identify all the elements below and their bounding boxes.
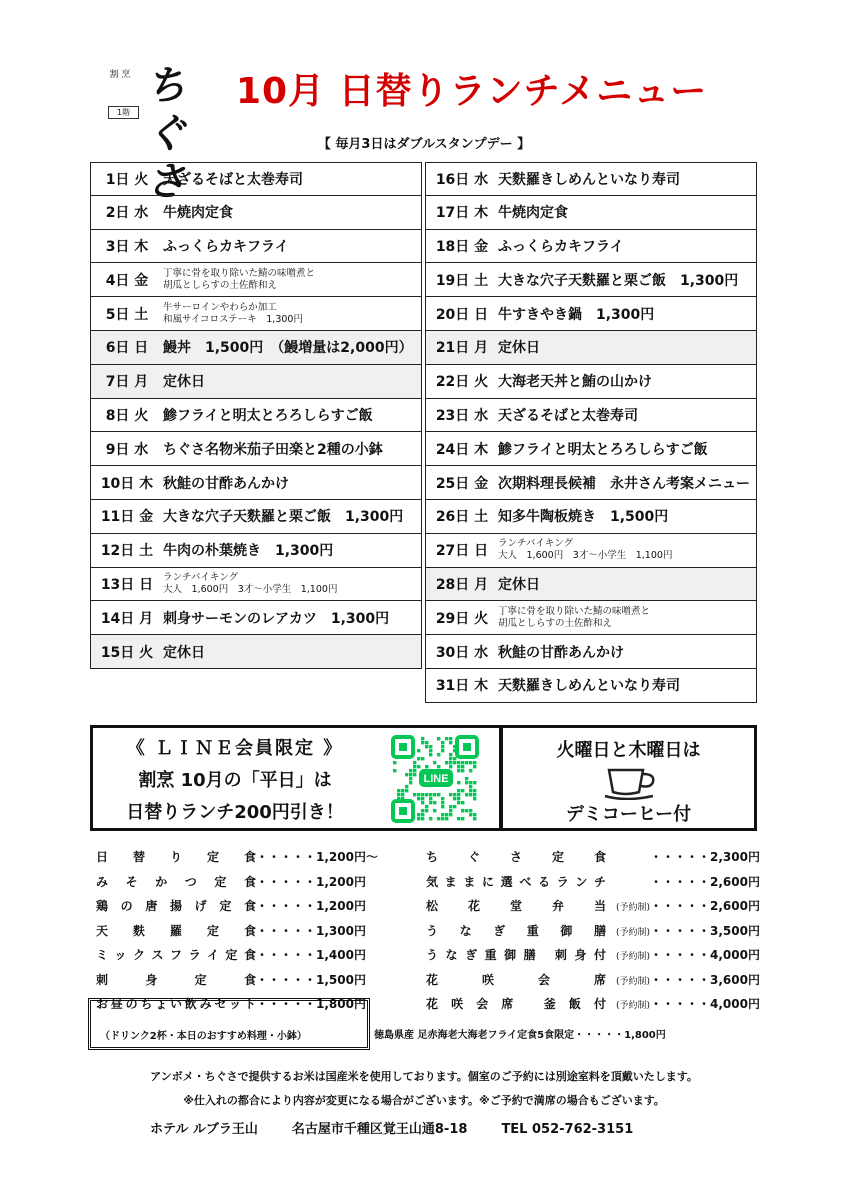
calendar-row	[425, 635, 757, 669]
calendar-right-column	[425, 162, 757, 703]
lunch-dish: ふっくらカキフライ	[163, 238, 289, 255]
closed-day-label: 定休日	[163, 644, 205, 661]
price-item-name: うなぎ重御膳 刺身付	[426, 948, 606, 962]
calendar-row	[90, 500, 422, 534]
lunch-dish: ランチバイキング 大人 1,600円 3才～小学生 1,100円	[163, 571, 338, 595]
lunch-dish: 大きな穴子天麩羅と栗ご飯 1,300円	[163, 509, 404, 526]
price-item-name: うなぎ重御膳	[426, 923, 606, 938]
lunch-dish: ランチバイキング 大人 1,600円 3才～小学生 1,100円	[498, 538, 673, 562]
calendar-row	[425, 230, 757, 264]
closed-day-label: 定休日	[498, 340, 540, 357]
hotel-address: 名古屋市千種区覚王山通8-18	[291, 1122, 468, 1137]
lunch-dish: 天麩羅きしめんといなり寿司	[498, 678, 680, 695]
price-item-name: 刺身定食	[96, 972, 256, 987]
price-item-name: 気ままに選べるランチ	[426, 874, 606, 889]
price-item-name: 松花堂弁当	[426, 899, 606, 913]
line-qr-code-icon[interactable]	[389, 733, 481, 825]
price-item-name: お昼のちょい飲みセット	[96, 997, 256, 1011]
calendar-date: 19日 土	[435, 272, 489, 289]
price-item	[426, 897, 760, 915]
calendar-row	[90, 230, 422, 264]
calendar-date: 18日 金	[435, 238, 489, 255]
calendar-row	[425, 466, 757, 500]
lunch-dish: ちぐさ名物米茄子田楽と2種の小鉢	[163, 441, 383, 458]
qr-line-label: LINE	[423, 773, 449, 785]
calendar-row	[90, 196, 422, 230]
lunch-dish: 大きな穴子天麩羅と栗ご飯 1,300円	[498, 272, 739, 289]
calendar-row	[90, 466, 422, 500]
price-item	[96, 897, 366, 915]
calendar-date: 2日 水	[105, 205, 149, 222]
logo-floor-tag: 1階	[108, 106, 139, 119]
calendar-date: 16日 水	[435, 171, 489, 188]
calendar-date: 3日 木	[105, 238, 149, 255]
price-item-name: ちぐさ定食	[426, 850, 606, 864]
lunch-dish: ふっくらカキフライ	[498, 238, 624, 255]
lunch-dish: 鯵フライと明太とろろしらすご飯	[163, 407, 373, 424]
price-item-price: ・・・・・3,500円	[650, 923, 760, 938]
lunch-dish: 丁寧に骨を取り除いた鯖の味噌煮と 胡瓜としらすの土佐酢和え	[498, 605, 651, 629]
lunch-dish: 次期料理長候補 永井さん考案メニュー	[498, 475, 750, 492]
calendar-row	[90, 263, 422, 297]
price-item-name: 鶏の唐揚げ定食	[96, 899, 256, 913]
price-item-name: みそかつ定食	[96, 874, 256, 889]
lunch-dish: 刺身サーモンのレアカツ 1,300円	[163, 610, 390, 627]
reservation-required-label: (予約制)	[615, 1001, 650, 1011]
coffee-promo-days: 火曜日と木曜日は	[556, 740, 701, 761]
calendar-row	[425, 263, 757, 297]
reservation-required-label: (予約制)	[615, 903, 650, 913]
line-promo-discount: 日替りランチ200円引き！	[126, 802, 344, 823]
footer-rice-note: アンボメ・ちぐさで提供するお米は国産米を使用しております。個室のご予約には別途室料を頂戴いたします。	[150, 1070, 698, 1083]
logo-script: ちぐさ	[146, 62, 186, 205]
calendar-row	[425, 500, 757, 534]
closed-day-label: 定休日	[498, 576, 540, 593]
calendar-date: 13日 日	[100, 576, 154, 593]
price-item	[96, 946, 366, 964]
lunch-dish: 天ざるそばと太巻寿司	[498, 407, 638, 424]
calendar-row	[90, 331, 422, 365]
reservation-required-label: (予約制)	[615, 952, 650, 962]
price-item-price: ・・・・・2,600円	[650, 874, 760, 889]
footer-change-note: ※仕入れの都合により内容が変更になる場合がございます。※ご予約で満席の場合もございます。	[183, 1094, 665, 1107]
price-item-price: ・・・・・1,300円	[256, 923, 366, 938]
page-title: 10月 日替りランチメニュー	[236, 71, 708, 112]
price-item-price: ・・・・・1,200円～	[256, 850, 378, 864]
lunch-dish: 天麩羅きしめんといなり寿司	[498, 171, 680, 188]
calendar-row	[425, 162, 757, 196]
chooi-nomi-note: （ドリンク2杯・本日のおすすめ料理・小鉢）	[100, 1031, 307, 1042]
price-item-price: ・・・・・1,400円	[256, 948, 366, 962]
hotel-name: ホテル ルブラ王山	[150, 1122, 258, 1137]
lunch-dish: 知多牛陶板焼き 1,500円	[498, 509, 669, 526]
price-item	[96, 922, 366, 940]
calendar-row	[90, 162, 422, 196]
coffee-promo-text: デミコーヒー付	[565, 804, 692, 825]
calendar-row	[90, 601, 422, 635]
calendar-row	[425, 568, 757, 602]
calendar-date: 11日 金	[100, 509, 154, 526]
calendar-row	[90, 399, 422, 433]
calendar-date: 26日 土	[435, 509, 489, 526]
lunch-dish: 牛焼肉定食	[163, 205, 233, 222]
calendar-date: 6日 日	[105, 340, 149, 357]
calendar-row	[90, 297, 422, 331]
price-item-name: 日替り定食	[96, 850, 256, 864]
price-item-price: ・・・・・2,600円	[650, 899, 760, 913]
lunch-dish: 大海老天丼と鮪の山かけ	[498, 374, 652, 391]
price-item-price: ・・・・・4,000円	[650, 997, 760, 1011]
calendar-row	[90, 568, 422, 602]
price-item	[96, 848, 378, 866]
lunch-dish: 牛すきやき鍋 1,300円	[498, 306, 655, 323]
calendar-date: 20日 日	[435, 306, 489, 323]
calendar-row	[90, 365, 422, 399]
calendar-date: 25日 金	[435, 475, 489, 492]
lunch-dish: 秋鮭の甘酢あんかけ	[163, 475, 289, 492]
tokushima-ebi-special: 徳島県産 足赤海老大海老フライ定食5食限定・・・・・1,800円	[374, 1030, 666, 1041]
price-item-name: 花咲会席 釜飯付	[426, 997, 606, 1011]
calendar-date: 5日 土	[105, 306, 149, 323]
price-item	[426, 873, 760, 891]
calendar-row	[425, 297, 757, 331]
lunch-dish: 秋鮭の甘酢あんかけ	[498, 644, 624, 661]
price-item-price: ・・・・・3,600円	[650, 972, 760, 987]
calendar-date: 9日 水	[105, 441, 149, 458]
logo-small-text: 割 烹	[109, 70, 131, 80]
reservation-required-label: (予約制)	[615, 927, 650, 938]
calendar-date: 4日 金	[105, 272, 149, 289]
calendar-date: 23日 水	[435, 407, 489, 424]
closed-day-label: 定休日	[163, 374, 205, 391]
lunch-dish: 丁寧に骨を取り除いた鯖の味噌煮と 胡瓜としらすの土佐酢和え	[163, 267, 316, 291]
price-item	[426, 995, 760, 1013]
lunch-dish: 鰻丼 1,500円 （鰻増量は2,000円）	[163, 340, 413, 357]
line-promo-heading: 《 ＬＩＮＥ会員限定 》	[126, 738, 344, 759]
calendar-row	[425, 534, 757, 568]
lunch-dish: 天ざるそばと太巻寿司	[163, 171, 303, 188]
calendar-date: 1日 火	[105, 171, 149, 188]
footer-contact	[150, 1118, 667, 1137]
lunch-dish: 牛肉の朴葉焼き 1,300円	[163, 543, 334, 560]
price-item	[426, 848, 760, 866]
calendar-row	[90, 534, 422, 568]
calendar-row	[425, 601, 757, 635]
calendar-date: 10日 木	[100, 475, 154, 492]
calendar-date: 15日 火	[100, 644, 154, 661]
calendar-row	[425, 331, 757, 365]
calendar-date: 29日 火	[435, 610, 489, 627]
hotel-tel[interactable]: TEL 052-762-3151	[501, 1122, 634, 1137]
price-item-price: ・・・・・1,800円	[256, 997, 366, 1011]
price-item-price: ・・・・・1,200円	[256, 874, 366, 889]
line-member-promo	[90, 725, 502, 831]
calendar-left-column	[90, 162, 422, 669]
calendar-row	[425, 432, 757, 466]
lunch-dish: 牛焼肉定食	[498, 205, 568, 222]
price-item	[96, 873, 366, 891]
calendar-date: 31日 木	[435, 678, 489, 695]
chooi-nomi-set-box	[88, 998, 370, 1050]
lunch-dish: 鯵フライと明太とろろしらすご飯	[498, 441, 708, 458]
calendar-row	[425, 196, 757, 230]
calendar-date: 12日 土	[100, 543, 154, 560]
price-item-price: ・・・・・1,200円	[256, 899, 366, 913]
calendar-row	[425, 399, 757, 433]
calendar-date: 21日 月	[435, 340, 489, 357]
price-item-name: ミックスフライ定食	[96, 948, 256, 962]
calendar-row	[90, 432, 422, 466]
calendar-date: 22日 火	[435, 374, 489, 391]
calendar-row	[425, 669, 757, 703]
coffee-cup-icon	[603, 766, 659, 800]
calendar-date: 8日 火	[105, 407, 149, 424]
calendar-date: 24日 木	[435, 441, 489, 458]
calendar-row	[90, 635, 422, 669]
price-item-price: ・・・・・4,000円	[650, 948, 760, 962]
price-item	[426, 971, 760, 989]
calendar-date: 17日 木	[435, 205, 489, 222]
calendar-date: 27日 日	[435, 543, 489, 560]
calendar-date: 14日 月	[100, 610, 154, 627]
calendar-date: 7日 月	[105, 374, 149, 391]
price-item	[96, 971, 366, 989]
price-item-price: ・・・・・1,500円	[256, 972, 366, 987]
calendar-date: 28日 月	[435, 576, 489, 593]
price-item	[426, 922, 760, 940]
lunch-dish: 牛サーロインやわらか加工 和風サイコロステーキ 1,300円	[163, 301, 303, 325]
price-item-name: 花咲会席	[426, 972, 606, 987]
price-item-price: ・・・・・2,300円	[650, 850, 760, 864]
stamp-day-note: 【 毎月3日はダブルスタンプデー 】	[317, 137, 531, 152]
coffee-promo	[500, 725, 757, 831]
calendar-row	[425, 365, 757, 399]
price-item	[426, 946, 760, 964]
line-promo-text: 割烹 10月の「平日」は	[138, 770, 332, 791]
calendar-date: 30日 水	[435, 644, 489, 661]
price-item-name: 天麩羅定食	[96, 923, 256, 938]
reservation-required-label: (予約制)	[615, 976, 650, 987]
